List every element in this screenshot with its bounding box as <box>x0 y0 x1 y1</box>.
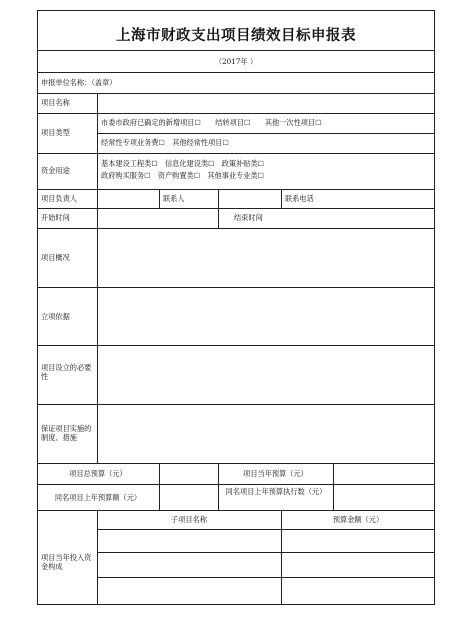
contact-person-label: 联系人 <box>163 194 185 203</box>
form-year: （2017年 ） <box>214 57 258 66</box>
rule <box>37 72 435 73</box>
current-year-budget-label: 项目当年预算（元） <box>243 469 308 478</box>
last-year-execution-label: 同名项目上年预算执行数（元） <box>225 487 327 496</box>
current-year-budget-field[interactable] <box>334 464 434 483</box>
project-type-options-row2[interactable]: 经常性专项业务费☐ 其他经常性项目☐ <box>101 138 229 147</box>
project-type-label: 项目类型 <box>41 128 70 137</box>
contact-phone-label: 联系电话 <box>285 194 314 203</box>
rule <box>97 510 98 605</box>
fund-use-label: 资金用途 <box>41 166 70 175</box>
last-year-budget-field[interactable] <box>160 485 217 509</box>
overview-label: 项目概况 <box>41 253 70 262</box>
necessity-field[interactable] <box>98 346 434 403</box>
rule <box>97 552 435 553</box>
project-name-label: 项目名称 <box>41 98 70 107</box>
total-budget-field[interactable] <box>160 464 217 483</box>
basis-label: 立项依据 <box>41 312 70 321</box>
project-name-field[interactable] <box>98 94 434 112</box>
rule <box>281 510 282 605</box>
rule <box>37 50 435 51</box>
applicant-label: 申报单位名称：（盖章） <box>41 78 117 87</box>
fund-use-options-row2[interactable]: 政府购买服务☐ 资产购置类☐ 其他事业专业类☐ <box>101 171 265 180</box>
overview-field[interactable] <box>98 229 434 286</box>
contact-person-field[interactable] <box>219 190 280 207</box>
rule <box>159 189 160 208</box>
start-time-field[interactable] <box>98 209 217 227</box>
guarantee-field[interactable] <box>98 405 434 462</box>
fund-use-options-row1[interactable]: 基本建设工程类☐ 信息化建设类☐ 政策补贴类☐ <box>101 159 265 168</box>
last-year-budget-label: 同名项目上年预算额（元） <box>54 493 142 502</box>
rule <box>97 133 435 134</box>
necessity-label: 项目设立的必要性 <box>41 363 92 381</box>
form-title: 上海市财政支出项目绩效目标申报表 <box>116 28 356 44</box>
start-time-label: 开始时间 <box>41 213 70 222</box>
rule <box>218 208 219 228</box>
guarantee-label: 保证项目实施的制度、措施 <box>41 424 92 442</box>
total-budget-label: 项目总预算（元） <box>69 469 127 478</box>
rule <box>97 577 435 578</box>
project-manager-field[interactable] <box>98 190 158 207</box>
project-type-options-row1[interactable]: 市委市政府已确定的新增项目☐ 结转项目☐ 其他一次性项目☐ <box>101 118 322 127</box>
contact-phone-field[interactable] <box>282 190 434 207</box>
project-manager-label: 项目负责人 <box>41 194 77 203</box>
sub-project-name-label: 子项目名称 <box>171 515 207 524</box>
basis-field[interactable] <box>98 288 434 344</box>
end-time-field[interactable] <box>282 209 434 227</box>
last-year-execution-field[interactable] <box>334 485 434 509</box>
budget-amount-label: 预算金额（元） <box>332 515 384 524</box>
investment-label: 项目当年投入资金构成 <box>41 553 92 571</box>
end-time-label: 结束时间 <box>234 213 263 222</box>
rule <box>97 529 435 530</box>
